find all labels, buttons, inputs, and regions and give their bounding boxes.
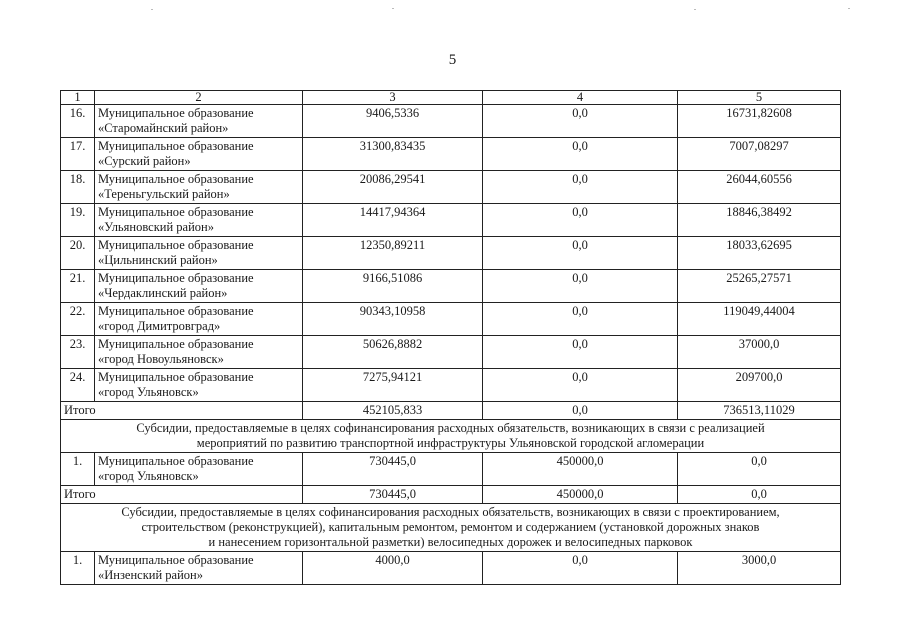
total-col-4: 450000,0 [483, 486, 678, 504]
municipality-name-line: «Старомайнский район» [98, 121, 229, 135]
municipality-name [95, 336, 303, 369]
row-number: 1. [61, 552, 95, 585]
amount-col-5: 209700,0 [678, 369, 841, 402]
amount-col-3: 14417,94364 [303, 204, 483, 237]
municipality-name-line: «город Ульяновск» [98, 469, 199, 483]
column-header: 2 [95, 91, 303, 105]
amount-col-5: 7007,08297 [678, 138, 841, 171]
municipality-name-line: Муниципальное образование [98, 454, 254, 468]
amount-col-4: 0,0 [483, 552, 678, 585]
municipality-name-line: Муниципальное образование [98, 205, 254, 219]
total-col-5: 0,0 [678, 486, 841, 504]
amount-col-5: 26044,60556 [678, 171, 841, 204]
section-heading-line: Субсидии, предоставляемые в целях софинансирования расходных обязательств, возникающих в связи с реализацией [136, 421, 765, 435]
total-label: Итого [61, 486, 303, 504]
amount-col-4: 0,0 [483, 237, 678, 270]
amount-col-3: 730445,0 [303, 453, 483, 486]
scan-speck [392, 8, 394, 9]
municipality-name [95, 237, 303, 270]
total-col-3: 730445,0 [303, 486, 483, 504]
municipality-name-line: «Ульяновский район» [98, 220, 214, 234]
amount-col-3: 7275,94121 [303, 369, 483, 402]
municipality-name-line: «Инзенский район» [98, 568, 203, 582]
table-row [61, 453, 841, 486]
municipality-name-line: «Тереньгульский район» [98, 187, 230, 201]
municipality-name-line: «Чердаклинский район» [98, 286, 228, 300]
amount-col-3: 90343,10958 [303, 303, 483, 336]
row-number: 19. [61, 204, 95, 237]
total-label: Итого [61, 402, 303, 420]
table-row [61, 237, 841, 270]
table-row [61, 204, 841, 237]
amount-col-4: 0,0 [483, 105, 678, 138]
scan-speck [151, 9, 153, 10]
table-row [61, 105, 841, 138]
row-number: 24. [61, 369, 95, 402]
municipality-name-line: Муниципальное образование [98, 139, 254, 153]
municipality-name [95, 171, 303, 204]
table-header-row [61, 91, 841, 105]
municipality-name-line: Муниципальное образование [98, 370, 254, 384]
section-heading-line: мероприятий по развитию транспортной инфраструктуры Ульяновской городской агломерации [196, 436, 705, 450]
table-row [61, 270, 841, 303]
amount-col-3: 9166,51086 [303, 270, 483, 303]
municipality-name-line: Муниципальное образование [98, 553, 254, 567]
row-number: 22. [61, 303, 95, 336]
amount-col-5: 16731,82608 [678, 105, 841, 138]
amount-col-4: 0,0 [483, 204, 678, 237]
amount-col-4: 0,0 [483, 270, 678, 303]
municipality-name [95, 105, 303, 138]
municipality-name-line: Муниципальное образование [98, 172, 254, 186]
table-row [61, 171, 841, 204]
section-heading-row [61, 420, 841, 453]
row-number: 20. [61, 237, 95, 270]
amount-col-3: 31300,83435 [303, 138, 483, 171]
municipality-name [95, 369, 303, 402]
amount-col-4: 0,0 [483, 303, 678, 336]
amount-col-5: 25265,27571 [678, 270, 841, 303]
section-heading [61, 420, 841, 453]
municipality-name [95, 270, 303, 303]
scan-speck [848, 8, 850, 9]
municipality-name [95, 138, 303, 171]
total-row [61, 486, 841, 504]
section-heading [61, 504, 841, 552]
amount-col-5: 119049,44004 [678, 303, 841, 336]
table-row [61, 303, 841, 336]
table-row [61, 336, 841, 369]
amount-col-5: 3000,0 [678, 552, 841, 585]
municipality-name-line: «город Димитровград» [98, 319, 221, 333]
column-header: 5 [678, 91, 841, 105]
amount-col-4: 450000,0 [483, 453, 678, 486]
table-row [61, 138, 841, 171]
amount-col-4: 0,0 [483, 369, 678, 402]
amount-col-4: 0,0 [483, 171, 678, 204]
scan-speck [694, 9, 696, 10]
municipality-name [95, 303, 303, 336]
row-number: 17. [61, 138, 95, 171]
amount-col-3: 50626,8882 [303, 336, 483, 369]
municipality-name [95, 453, 303, 486]
municipality-name-line: Муниципальное образование [98, 238, 254, 252]
column-header: 4 [483, 91, 678, 105]
municipality-name-line: Муниципальное образование [98, 337, 254, 351]
municipality-name [95, 204, 303, 237]
section-heading-line: строительством (реконструкцией), капитальным ремонтом, ремонтом и содержанием (установкой дорожных знаков [141, 520, 760, 534]
column-header: 1 [61, 91, 95, 105]
amount-col-5: 0,0 [678, 453, 841, 486]
amount-col-3: 4000,0 [303, 552, 483, 585]
section-heading-line: Субсидии, предоставляемые в целях софинансирования расходных обязательств, возникающих в связи с проектированием, [121, 505, 780, 519]
amount-col-3: 9406,5336 [303, 105, 483, 138]
amount-col-4: 0,0 [483, 138, 678, 171]
municipality-name-line: «Сурский район» [98, 154, 191, 168]
table-row [61, 552, 841, 585]
amount-col-3: 12350,89211 [303, 237, 483, 270]
total-col-5: 736513,11029 [678, 402, 841, 420]
amount-col-3: 20086,29541 [303, 171, 483, 204]
row-number: 1. [61, 453, 95, 486]
row-number: 21. [61, 270, 95, 303]
municipality-name-line: Муниципальное образование [98, 304, 254, 318]
total-row [61, 402, 841, 420]
subsidy-table [60, 90, 841, 585]
amount-col-5: 18033,62695 [678, 237, 841, 270]
page-number: 5 [448, 52, 457, 68]
amount-col-4: 0,0 [483, 336, 678, 369]
amount-col-5: 37000,0 [678, 336, 841, 369]
municipality-name [95, 552, 303, 585]
table-row [61, 369, 841, 402]
row-number: 16. [61, 105, 95, 138]
amount-col-5: 18846,38492 [678, 204, 841, 237]
row-number: 23. [61, 336, 95, 369]
section-heading-line: и нанесением горизонтальной разметки) велосипедных дорожек и велосипедных парковок [208, 535, 693, 549]
column-header: 3 [303, 91, 483, 105]
municipality-name-line: «город Новоульяновск» [98, 352, 224, 366]
municipality-name-line: «Цильнинский район» [98, 253, 218, 267]
row-number: 18. [61, 171, 95, 204]
municipality-name-line: Муниципальное образование [98, 271, 254, 285]
total-col-3: 452105,833 [303, 402, 483, 420]
section-heading-row [61, 504, 841, 552]
municipality-name-line: «город Ульяновск» [98, 385, 199, 399]
total-col-4: 0,0 [483, 402, 678, 420]
municipality-name-line: Муниципальное образование [98, 106, 254, 120]
